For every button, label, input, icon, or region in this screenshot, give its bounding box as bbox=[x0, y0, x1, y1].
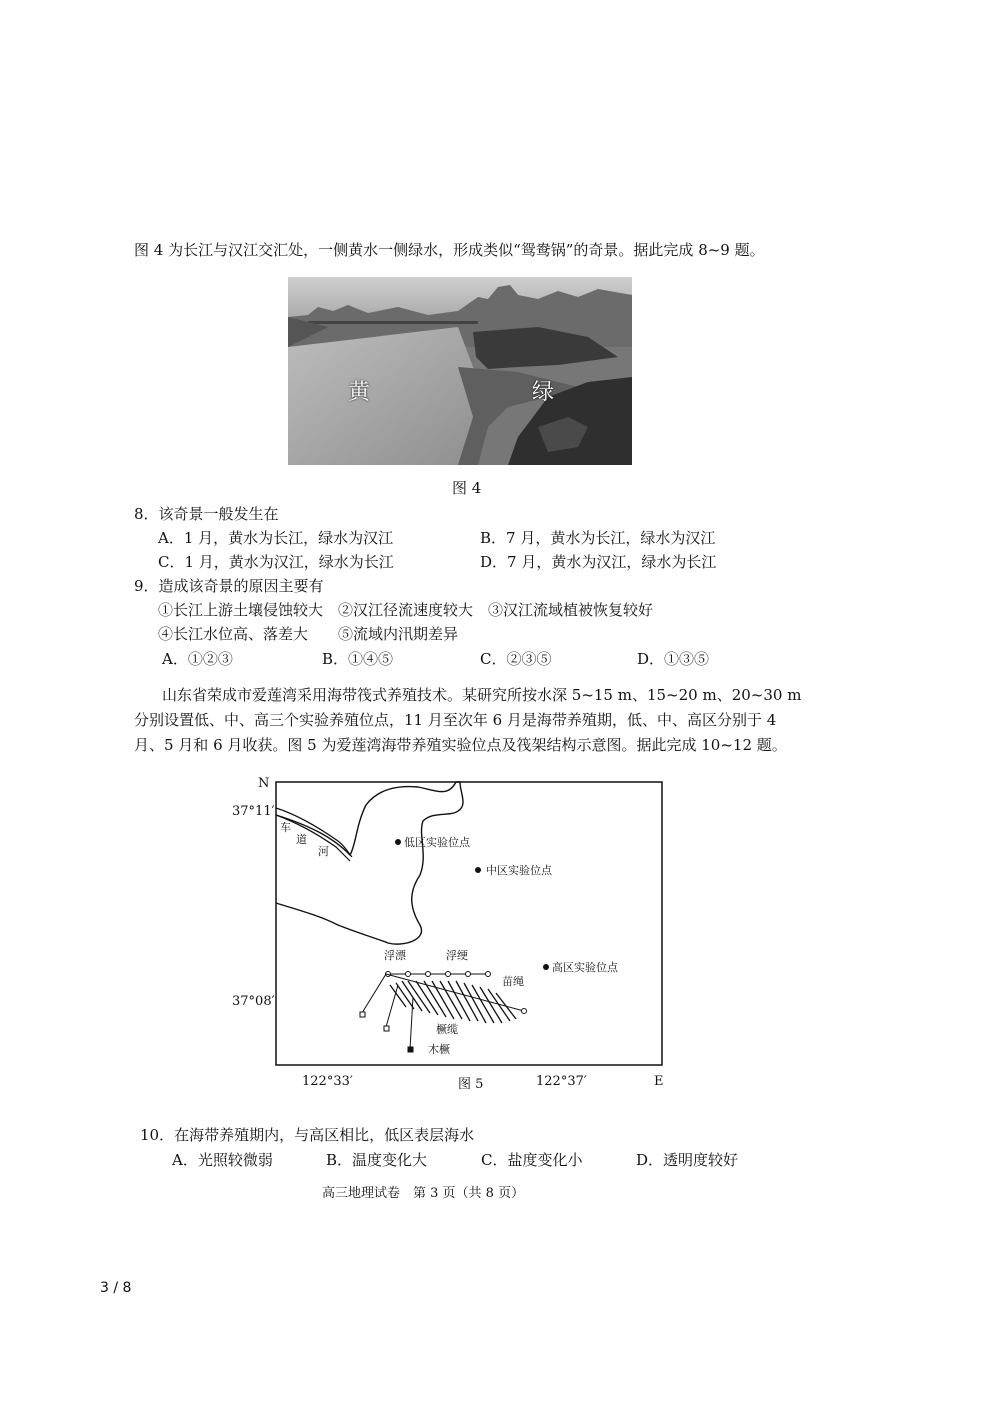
q8-option-d: D．7 月，黄水为汉江，绿水为长江 bbox=[480, 553, 717, 571]
page-counter: 3 / 8 bbox=[100, 1280, 132, 1296]
label-wood-stake: 木橛 bbox=[428, 1043, 450, 1056]
q9-option-c: C．②③⑤ bbox=[480, 650, 552, 668]
q9-items-line2: ④长江水位高、落差大 ⑤流域内汛期差异 bbox=[158, 625, 459, 643]
q8-option-c: C．1 月，黄水为汉江，绿水为长江 bbox=[158, 553, 394, 571]
q9-option-d: D．①③⑤ bbox=[637, 650, 710, 668]
river-label-3: 河 bbox=[318, 845, 329, 858]
q10-option-a: A．光照较微弱 bbox=[172, 1151, 273, 1169]
figure-4-photo bbox=[288, 277, 632, 465]
lat-top-label: 37°11′ bbox=[232, 804, 275, 819]
label-float: 浮漂 bbox=[384, 949, 406, 962]
q8-option-a: A．1 月，黄水为长江，绿水为汉江 bbox=[158, 529, 394, 547]
page-footer: 高三地理试卷 第 3 页（共 8 页） bbox=[322, 1186, 525, 1201]
q9-option-a: A．①②③ bbox=[162, 650, 233, 668]
figure-5-caption: 图 5 bbox=[458, 1077, 484, 1092]
lon-right-label: 122°37′ bbox=[536, 1074, 587, 1089]
label-seedling-rope: 苗绳 bbox=[502, 975, 524, 988]
site-high-label: 高区实验位点 bbox=[552, 961, 618, 974]
q9-stem: 9．造成该奇景的原因主要有 bbox=[134, 577, 324, 595]
figure-4-caption: 图 4 bbox=[452, 479, 482, 497]
q8-option-b: B．7 月，黄水为长江，绿水为汉江 bbox=[480, 529, 716, 547]
label-yellow-water: 黄 bbox=[348, 380, 371, 405]
site-mid-label: 中区实验位点 bbox=[486, 864, 552, 877]
site-low-dot bbox=[395, 839, 401, 845]
intro-fig5-line2: 分别设置低、中、高三个实验养殖位点，11 月至次年 6 月是海带养殖期，低、中、高区分别于 4 bbox=[134, 711, 777, 729]
site-mid-dot bbox=[475, 867, 481, 873]
intro-fig5-line3: 月、5 月和 6 月收获。图 5 为爱莲湾海带养殖实验位点及筏架结构示意图。据此完成 10~12 题。 bbox=[134, 736, 787, 754]
river-label-2: 道 bbox=[296, 833, 307, 846]
north-label: N bbox=[258, 776, 270, 791]
q9-option-b: B．①④⑤ bbox=[322, 650, 394, 668]
river-label-1: 车 bbox=[280, 821, 291, 834]
intro-fig4: 图 4 为长江与汉江交汇处，一侧黄水一侧绿水，形成类似“鸳鸯锅”的奇景。据此完成 8~9 题。 bbox=[134, 241, 765, 259]
label-green-water: 绿 bbox=[532, 380, 555, 405]
site-low-label: 低区实验位点 bbox=[404, 836, 470, 849]
figure-5-map bbox=[232, 775, 678, 1095]
q10-option-c: C．盐度变化小 bbox=[481, 1151, 583, 1169]
lon-left-label: 122°33′ bbox=[302, 1074, 353, 1089]
label-anchor-rope: 橛缆 bbox=[436, 1023, 458, 1036]
east-label: E bbox=[654, 1074, 664, 1089]
q8-stem: 8．该奇景一般发生在 bbox=[134, 505, 279, 523]
intro-fig5-line1: 山东省荣成市爱莲湾采用海带筏式养殖技术。某研究所按水深 5~15 m、15~20 m、20~30 m bbox=[162, 686, 802, 704]
site-high-dot bbox=[543, 964, 549, 970]
coastline bbox=[276, 782, 463, 944]
seaweed-hatching bbox=[390, 981, 516, 1023]
q10-stem: 10．在海带养殖期内，与高区相比，低区表层海水 bbox=[140, 1126, 475, 1144]
label-float-rope: 浮绠 bbox=[446, 949, 468, 962]
q10-option-d: D．透明度较好 bbox=[636, 1151, 739, 1169]
q10-option-b: B．温度变化大 bbox=[326, 1151, 428, 1169]
lat-bottom-label: 37°08′ bbox=[232, 994, 275, 1009]
q9-items-line1: ①长江上游土壤侵蚀较大 ②汉江径流速度较大 ③汉江流域植被恢复较好 bbox=[158, 601, 654, 619]
